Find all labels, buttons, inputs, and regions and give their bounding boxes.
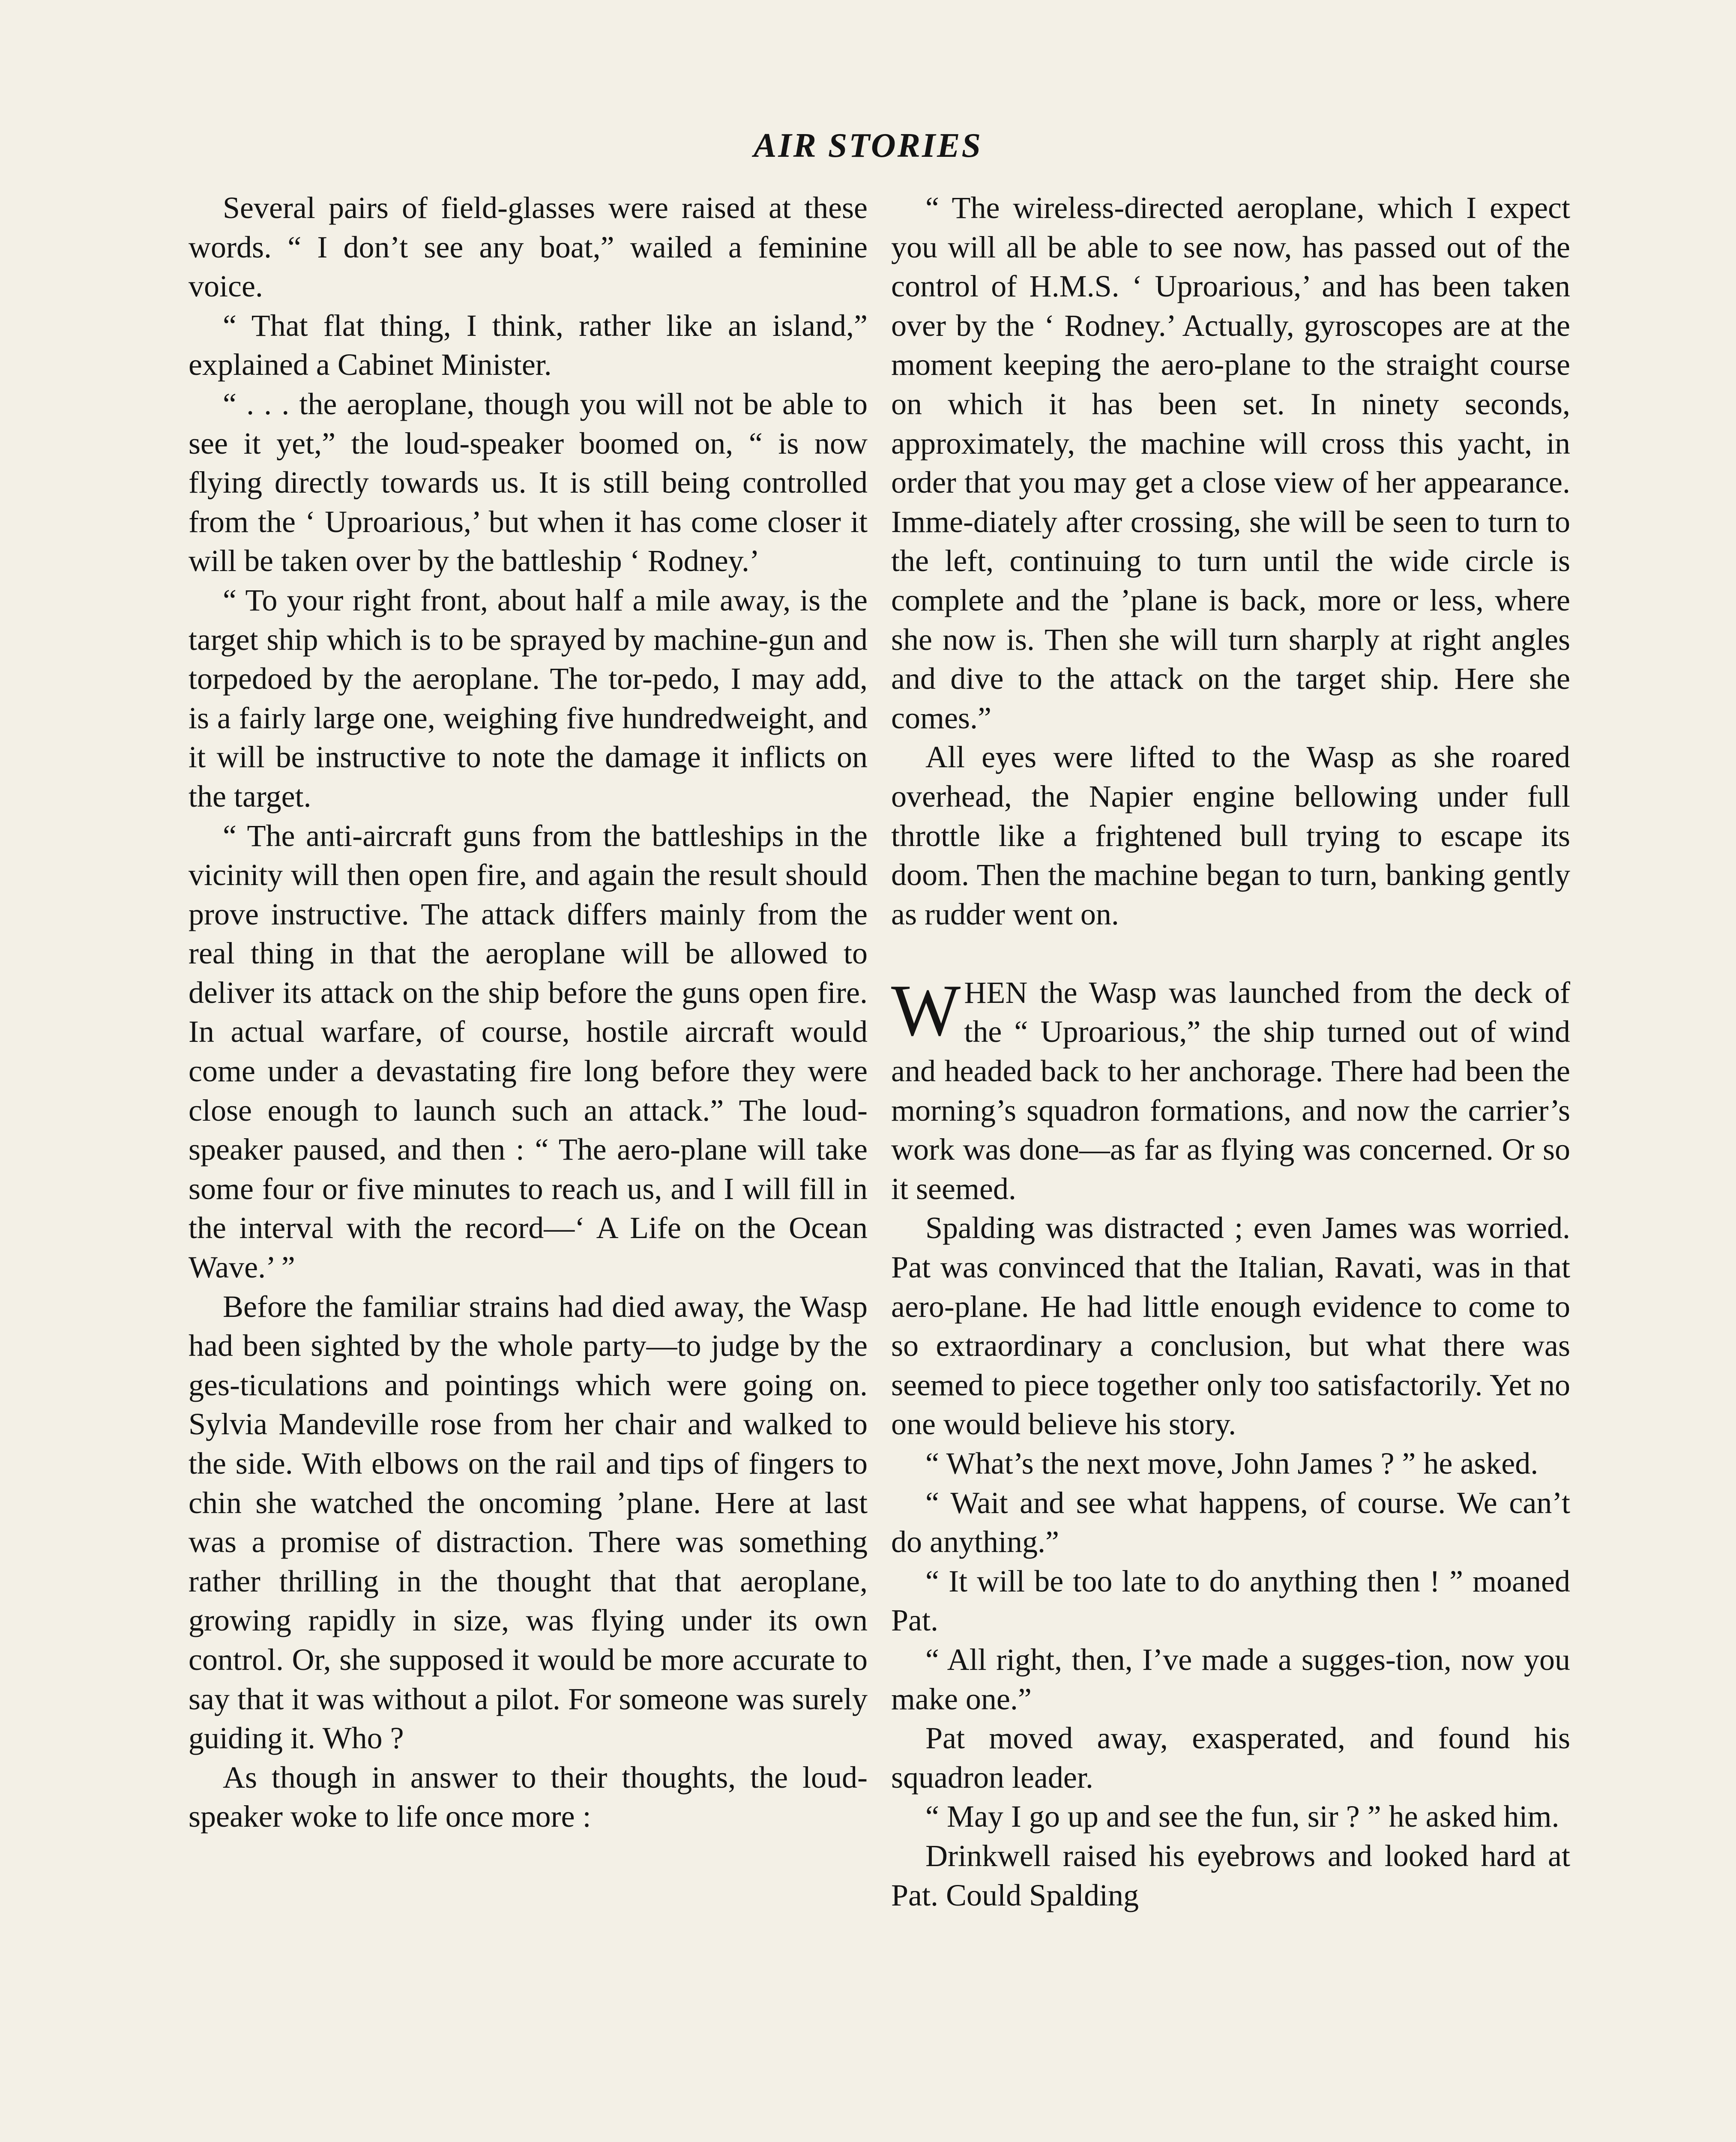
paragraph: Before the familiar strains had died away, the Wasp had been sighted by the whole party—to judge by the ges-ticulations and pointings which were going on. Sylvia Mandeville rose from her chair and walked to the side. With elbows on the rail and tips of fingers to chin she watched the oncoming ’plane. Here at last was a promise of distraction. There was something rather thrilling in the thought that that aeroplane, growing rapidly in size, was flying under its own control. Or, she supposed it would be more accurate to say that it was without a pilot. For someone was surely guiding it. Who ? <box>189 1289 868 1756</box>
paragraph: “ That flat thing, I think, rather like an island,” explained a Cabinet Minister. <box>189 308 868 382</box>
paragraph: “ What’s the next move, John James ? ” he asked. <box>925 1446 1538 1481</box>
paragraph: As though in answer to their thoughts, the loud-speaker woke to life once more : <box>189 1760 868 1834</box>
paragraph: “ It will be too late to do anything then ! ” moaned Pat. <box>891 1564 1570 1638</box>
paragraph: “ The wireless-directed aeroplane, which I expect you will all be able to see now, has passed out of the control of H.M.S. ‘ Uproarious,’ and has been taken over by the ‘ Rodney.’ Actually, gyroscopes are at the moment keeping the aero-plane to the straight course on which it has been set. In ninety seconds, approximately, the machine will cross this yacht, in order that you may get a close view of her appearance. Imme-diately after crossing, she will be seen to turn to the left, continuing to turn until the wide circle is complete and the ’plane is back, more or less, where she now is. Then she will turn sharply at right angles and dive to the attack on the target ship. Here she comes.” <box>891 191 1570 735</box>
paragraph: “ The anti-aircraft guns from the battleships in the vicinity will then open fire, and again the result should prove instructive. The attack differs mainly from the real thing in that the aeroplane will be allowed to deliver its attack on the ship before the guns open fire. In actual warfare, of course, hostile aircraft would come under a devastating fire long before they were close enough to launch such an attack.” The loud-speaker paused, and then : “ The aero-plane will take some four or five minutes to reach us, and I will fill in the interval with the record—‘ A Life on the Ocean Wave.’ ” <box>189 818 868 1285</box>
drop-cap: W <box>891 969 961 1051</box>
paragraph: “ To your right front, about half a mile away, is the target ship which is to be sprayed by machine-gun and torpedoed by the aeroplane. The tor-pedo, I may add, is a fairly large one, weighing five hundredweight, and it will be instructive to note the damage it inflicts on the target. <box>189 583 868 814</box>
paragraph: “ Wait and see what happens, of course. We can’t do anything.” <box>891 1485 1570 1559</box>
paragraph: Pat moved away, exasperated, and found his squadron leader. <box>891 1721 1570 1795</box>
paragraph: Spalding was distracted ; even James was worried. Pat was convinced that the Italian, Ravati, was in that aero-plane. He had little enough evidence to come to so extraordinary a conclusion, but what there was seemed to piece together only too satisfactorily. Yet no one would believe his story. <box>891 1211 1570 1442</box>
paragraph: Drinkwell raised his eyebrows and looked hard at Pat. Could Spalding <box>891 1838 1570 1912</box>
paragraph: Several pairs of field-glasses were raised at these words. “ I don’t see any boat,” wailed a feminine voice. <box>189 191 868 304</box>
paragraph: “ All right, then, I’ve made a sugges-tion, now you make one.” <box>891 1642 1570 1716</box>
paragraph: “ May I go up and see the fun, sir ? ” he asked him. <box>925 1799 1559 1834</box>
right-column <box>891 188 1570 1915</box>
paragraph: All eyes were lifted to the Wasp as she roared overhead, the Napier engine bellowing under full throttle like a frightened bull trying to escape its doom. Then the machine began to turn, banking gently as rudder went on. <box>891 740 1570 931</box>
left-column <box>189 188 868 1837</box>
drop-cap-paragraph-text: HEN the Wasp was launched from the deck of the “ Uproarious,” the ship turned out of wind and headed back to her anchorage. There had been the morning’s squadron formations, and now the carrier’s work was done—as far as flying was concerned. Or so it seemed. <box>891 975 1570 1206</box>
section-opening-paragraph <box>891 969 1570 1209</box>
running-title: AIR STORIES <box>754 127 982 165</box>
paragraph: “ . . . the aeroplane, though you will not be able to see it yet,” the loud-speaker boomed on, “ is now flying directly towards us. It is still being controlled from the ‘ Uproarious,’ but when it has come closer it will be taken over by the battleship ‘ Rodney.’ <box>189 386 868 578</box>
